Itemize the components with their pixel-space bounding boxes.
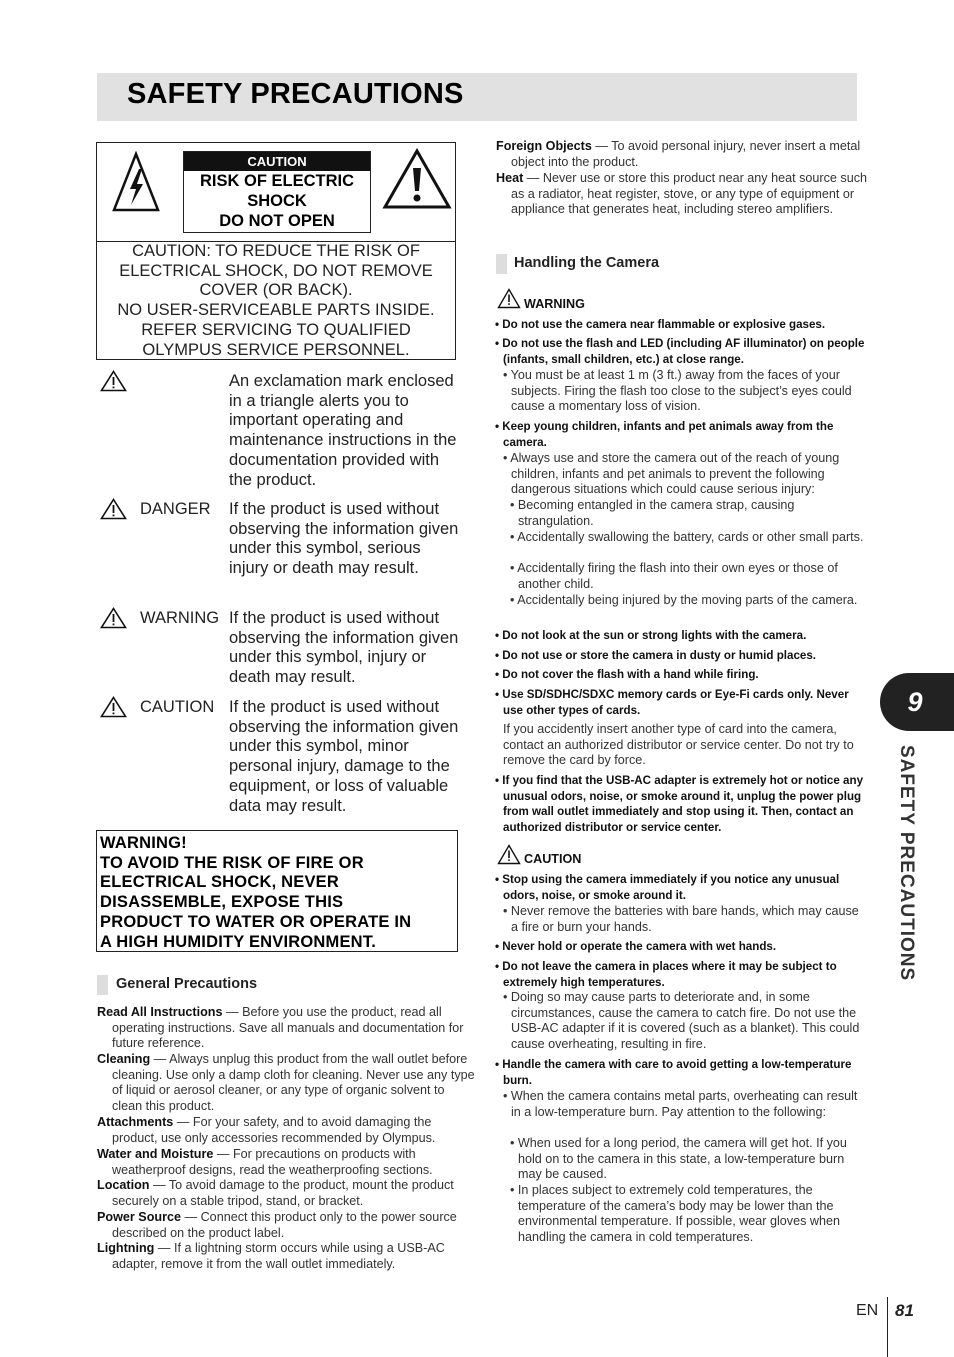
- warning-subitem: • Accidentally firing the flash into their own eyes or those of another child.: [510, 561, 838, 591]
- caution-triangle-icon: [497, 844, 521, 865]
- warning-line: DISASSEMBLE, EXPOSE THIS: [100, 893, 344, 912]
- precaution-item: Water and Moisture — For precautions on products with weatherproof designs, read the weatherproofing sections.: [97, 1147, 433, 1177]
- caution-subitem: • Never remove the batteries with bare hands, which may cause a fire or burn your hands.: [503, 904, 859, 934]
- warning-item: • Do not use the camera near flammable or explosive gases.: [495, 318, 826, 331]
- warning-line: WARNING!: [100, 834, 187, 852]
- danger-triangle-icon: [100, 498, 127, 520]
- warning-triangle-icon: [100, 607, 127, 629]
- caution-label: CAUTION: [184, 152, 370, 171]
- risk-line: DO NOT OPEN: [219, 212, 335, 230]
- warning-subitem: • Always use and store the camera out of the reach of young children, infants and pet animals to prevent the following dangerous situations which could cause serious injury:: [503, 451, 840, 497]
- caution-panel-top: [97, 143, 455, 242]
- warning-line: TO AVOID THE RISK OF FIRE OR: [100, 853, 364, 872]
- warning-subitem: • Becoming entangled in the camera strap, causing strangulation.: [510, 498, 795, 528]
- caution-triangle-icon: [100, 696, 127, 718]
- risk-line: RISK OF ELECTRIC: [199, 172, 354, 190]
- caution-line: OLYMPUS SERVICE PERSONNEL.: [142, 340, 410, 359]
- caution-subitem: • When the camera contains metal parts, overheating can result in a low-temperature burn. Pay attention to the following:: [503, 1089, 858, 1119]
- symbol-description: If the product is used without observing the information given under this symbol, serious injury or death may result.: [229, 500, 459, 578]
- caution-line: ELECTRICAL SHOCK, DO NOT REMOVE: [119, 261, 433, 280]
- chapter-side-label: SAFETY PRECAUTIONS: [896, 745, 917, 982]
- exclamation-triangle-icon: [100, 370, 127, 392]
- warning-line: ELECTRICAL SHOCK, NEVER: [100, 873, 339, 892]
- section-heading-handling: Handling the Camera: [514, 255, 660, 271]
- risk-line: SHOCK: [247, 192, 307, 210]
- precaution-item: Cleaning — Always unplug this product from the wall outlet before cleaning. Use only a damp cloth for cleaning. Never use any type of liquid or aerosol cleaner, or any type of organic solvent to clean this product.: [97, 1052, 475, 1114]
- warning-heading: WARNING: [524, 297, 585, 311]
- caution-item: • Stop using the camera immediately if you notice any unusual odors, noise, or smoke around it.: [495, 873, 840, 902]
- symbol-label-warning: WARNING: [140, 609, 220, 627]
- section-marker: [97, 975, 108, 995]
- caution-item: • Handle the camera with care to avoid getting a low-temperature burn.: [495, 1058, 852, 1087]
- page-title: SAFETY PRECAUTIONS: [127, 78, 464, 110]
- warning-line: PRODUCT TO WATER OR OPERATE IN: [100, 912, 412, 931]
- warning-subitem: • Accidentally swallowing the battery, cards or other small parts.: [510, 530, 864, 544]
- warning-subitem: • Accidentally being injured by the moving parts of the camera.: [510, 593, 858, 607]
- warning-item: • Do not look at the sun or strong lights with the camera.: [495, 629, 807, 642]
- exclamation-triangle-icon: [382, 148, 452, 210]
- symbol-description: If the product is used without observing the information given under this symbol, injury or death may result.: [229, 609, 459, 687]
- page-number: 81: [895, 1301, 914, 1320]
- risk-text: [184, 171, 370, 231]
- precaution-item: Read All Instructions — Before you use the product, read all operating instructions. Save all manuals and documentation for future reference.: [97, 1005, 464, 1051]
- precaution-item: Attachments — For your safety, and to avoid damaging the product, use only accessories recommended by Olympus.: [97, 1115, 436, 1145]
- precaution-item: Lightning — If a lightning storm occurs while using a USB-AC adapter, remove it from the wall outlet immediately.: [97, 1241, 445, 1271]
- caution-panel: [96, 142, 456, 360]
- footer-language: EN: [856, 1302, 879, 1319]
- caution-item: • Never hold or operate the camera with wet hands.: [495, 940, 777, 953]
- symbol-description: An exclamation mark enclosed in a triangle alerts you to important operating and maintenance instructions in the documentation provided with the product.: [229, 372, 457, 489]
- warning-line: A HIGH HUMIDITY ENVIRONMENT.: [100, 932, 377, 951]
- symbol-description: If the product is used without observing the information given under this symbol, minor personal injury, damage to the equipment, or loss of valuable data may result.: [229, 698, 459, 815]
- caution-line: REFER SERVICING TO QUALIFIED: [141, 320, 411, 339]
- warning-item: • If you find that the USB-AC adapter is extremely hot or notice any unusual odors, noise, or smoke around it, unplug the power plug from wall outlet immediately and stop using it. Then, contact an authorized distributor or service center.: [495, 774, 864, 835]
- precaution-item: Heat — Never use or store this product near any heat source such as a radiator, heat register, stove, or any type of equipment or appliance that generates heat, including stereo amplifiers.: [496, 171, 867, 217]
- caution-label-box: [183, 151, 371, 233]
- warning-box: [96, 830, 458, 952]
- precaution-item: Foreign Objects — To avoid personal injury, never insert a metal object into the product.: [496, 139, 861, 169]
- chapter-number: 9: [907, 687, 923, 717]
- symbol-label-caution: CAUTION: [140, 698, 215, 716]
- warning-item: • Keep young children, infants and pet animals away from the camera.: [495, 420, 834, 449]
- symbol-label-danger: DANGER: [140, 500, 211, 518]
- caution-heading: CAUTION: [524, 852, 582, 866]
- warning-item: • Do not cover the flash with a hand while firing.: [495, 668, 759, 681]
- caution-main-text: [97, 242, 455, 360]
- warning-subitem: • You must be at least 1 m (3 ft.) away from the faces of your subjects. Firing the flash too close to the subject’s eyes could cause a momentary loss of vision.: [503, 368, 852, 414]
- footer-divider: [887, 1297, 888, 1357]
- precaution-item: Power Source — Connect this product only to the power source described on the product label.: [97, 1210, 457, 1240]
- section-marker: [496, 254, 507, 274]
- caution-item: • Do not leave the camera in places where it may be subject to extremely high temperatures.: [495, 960, 837, 989]
- caution-subitem: • Doing so may cause parts to deteriorate and, in some circumstances, cause the camera to catch fire. Do not use the USB-AC adapter if it is covered (such as a blanket). This could cause overheating, resulting in fire.: [503, 990, 860, 1052]
- warning-item: • Do not use the flash and LED (including AF illuminator) on people (infants, small children, etc.) at close range.: [495, 337, 865, 366]
- warning-item: • Do not use or store the camera in dusty or humid places.: [495, 649, 817, 662]
- section-heading-general: General Precautions: [116, 976, 258, 992]
- lightning-triangle-icon: [111, 151, 161, 213]
- precaution-item: Location — To avoid damage to the product, mount the product securely on a stable tripod, stand, or bracket.: [97, 1178, 454, 1208]
- warning-triangle-icon: [497, 288, 521, 309]
- caution-subitem: • When used for a long period, the camera will get hot. If you hold on to the camera in this state, a low-temperature burn may be caused.: [510, 1136, 847, 1182]
- caution-line: COVER (OR BACK).: [199, 281, 353, 300]
- warning-note: If you accidently insert another type of card into the camera, contact an authorized distributor or service center. Do not try to remove the card by force.: [503, 722, 854, 768]
- warning-item: • Use SD/SDHC/SDXC memory cards or Eye-Fi cards only. Never use other types of cards.: [495, 688, 849, 717]
- caution-subitem: • In places subject to extremely cold temperatures, the temperature of the camera’s body may be lower than the environmental temperature. If possible, wear gloves when handling the camera in cold temperatures.: [510, 1183, 841, 1245]
- caution-line: CAUTION: TO REDUCE THE RISK OF: [132, 242, 420, 260]
- caution-line: NO USER-SERVICEABLE PARTS INSIDE.: [117, 301, 435, 320]
